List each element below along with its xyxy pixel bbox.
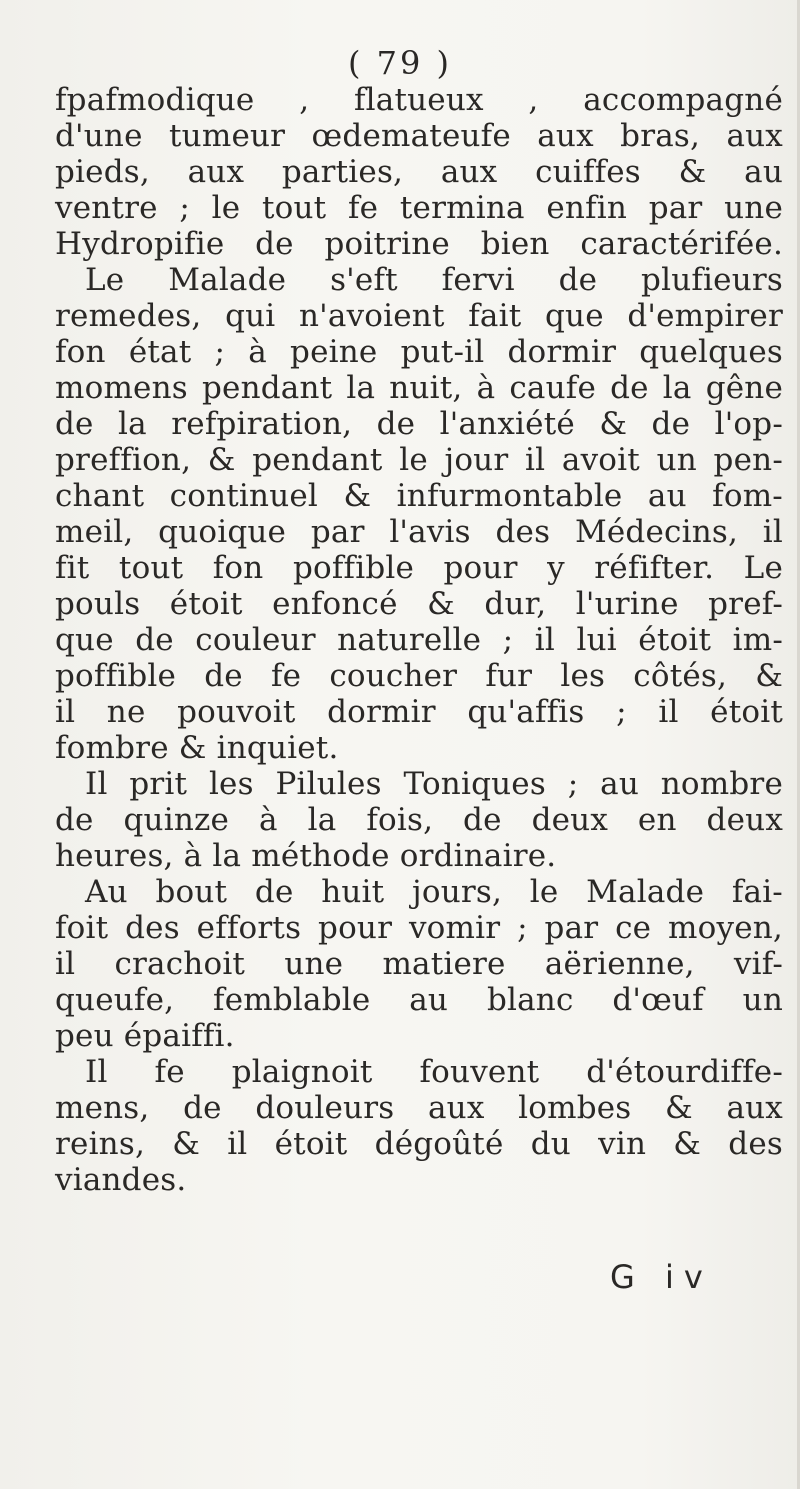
text-line: d'une tumeur œdemateufe aux bras, aux <box>55 118 783 154</box>
text-line: Hydropifie de poitrine bien caractérifée. <box>55 226 783 262</box>
text-line: pouls étoit enfoncé & dur, l'urine pref- <box>55 586 783 622</box>
page-number: ( 79 ) <box>347 44 453 82</box>
text-line: mens, de douleurs aux lombes & aux <box>55 1090 783 1126</box>
text-line: viandes. <box>55 1162 187 1198</box>
text-line: reins, & il étoit dégoûté du vin & des <box>55 1126 783 1162</box>
text-line: momens pendant la nuit, à caufe de la gêne <box>55 370 783 406</box>
text-line: Le Malade s'eft fervi de plufieurs <box>85 262 783 298</box>
text-line: Il prit les Pilules Toniques ; au nombre <box>85 766 783 802</box>
text-line: que de couleur naturelle ; il lui étoit im- <box>55 622 783 658</box>
text-line: fombre & inquiet. <box>55 730 339 766</box>
text-line: chant continuel & infurmontable au fom- <box>55 478 783 514</box>
text-line: remedes, qui n'avoient fait que d'empirer <box>55 298 783 334</box>
text-line: foit des efforts pour vomir ; par ce moyen, <box>55 910 783 946</box>
body-text <box>55 82 783 1198</box>
text-line: poffible de fe coucher fur les côtés, & <box>55 658 783 694</box>
text-line: pieds, aux parties, aux cuiffes & au <box>55 154 783 190</box>
text-line: peu épaiffi. <box>55 1018 235 1054</box>
text-line: meil, quoique par l'avis des Médecins, il <box>55 514 783 550</box>
text-line: de quinze à la fois, de deux en deux <box>55 802 783 838</box>
text-line: il ne pouvoit dormir qu'affis ; il étoit <box>55 694 783 730</box>
text-line: il crachoit une matiere aërienne, vif- <box>55 946 783 982</box>
text-line: queufe, femblable au blanc d'œuf un <box>55 982 783 1018</box>
text-line: de la refpiration, de l'anxiété & de l'op- <box>55 406 783 442</box>
text-line: preffion, & pendant le jour il avoit un pen- <box>55 442 783 478</box>
text-line: Il fe plaignoit fouvent d'étourdiffe- <box>85 1054 783 1090</box>
text-line: fit tout fon poffible pour y réfifter. Le <box>55 550 783 586</box>
text-line: fpafmodique , flatueux , accompagné <box>55 82 783 118</box>
signature-mark: G iv <box>610 1258 713 1296</box>
text-line: fon état ; à peine put-il dormir quelques <box>55 334 783 370</box>
text-line: ventre ; le tout fe termina enfin par une <box>55 190 783 226</box>
text-line: Au bout de huit jours, le Malade fai- <box>85 874 783 910</box>
text-line: heures, à la méthode ordinaire. <box>55 838 557 874</box>
